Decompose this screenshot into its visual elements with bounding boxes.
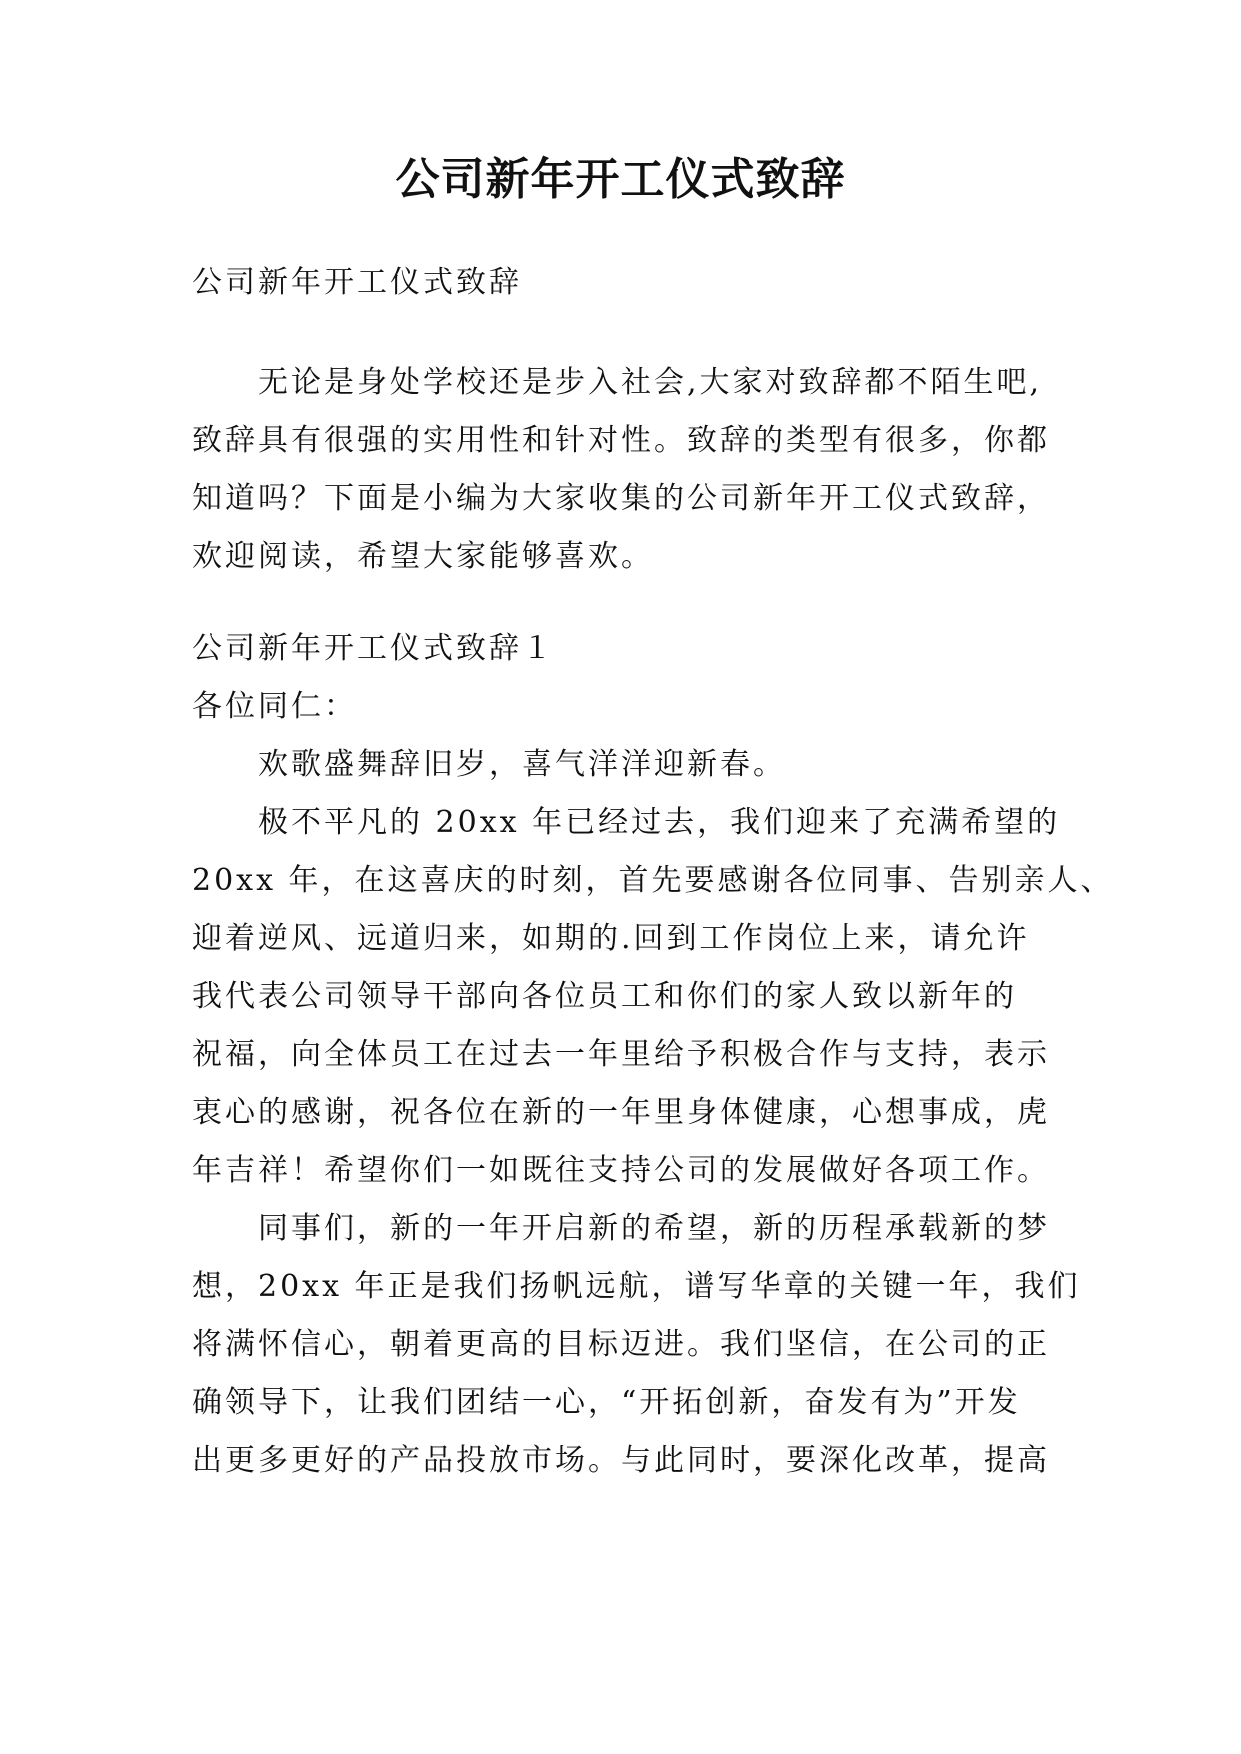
salutation: 各位同仁： — [192, 689, 357, 724]
paragraph-line: 知道吗？下面是小编为大家收集的公司新年开工仪式致辞， — [192, 481, 1050, 516]
paragraph-line: 欢歌盛舞辞旧岁，喜气洋洋迎新春。 — [258, 747, 786, 782]
paragraph-line: 极不平凡的 20xx 年已经过去，我们迎来了充满希望的 — [258, 805, 1061, 840]
paragraph-line: 致辞具有很强的实用性和针对性。致辞的类型有很多，你都 — [192, 423, 1050, 458]
paragraph-line: 祝福，向全体员工在过去一年里给予积极合作与支持，表示 — [192, 1037, 1050, 1072]
section-header-block — [192, 620, 1067, 736]
paragraph-3 — [192, 1200, 1081, 1490]
paragraph-line: 无论是身处学校还是步入社会,大家对致辞都不陌生吧, — [258, 365, 1043, 400]
subtitle-line: 公司新年开工仪式致辞 — [192, 265, 522, 300]
paragraph-line: 确领导下，让我们团结一心，“开拓创新，奋发有为”开发 — [192, 1385, 1021, 1420]
paragraph-line: 同事们，新的一年开启新的希望，新的历程承载新的梦 — [258, 1211, 1050, 1246]
paragraph-line: 将满怀信心，朝着更高的目标迈进。我们坚信，在公司的正 — [192, 1327, 1050, 1362]
paragraph-line: 出更多更好的产品投放市场。与此同时，要深化改革，提高 — [192, 1443, 1050, 1478]
paragraph-line: 我代表公司领导干部向各位员工和你们的家人致以新年的 — [192, 979, 1017, 1014]
paragraph-line: 迎着逆风、远道归来，如期的.回到工作岗位上来，请允许 — [192, 921, 1030, 956]
paragraph-line: 20xx 年，在这喜庆的时刻，首先要感谢各位同事、告别亲人、 — [192, 863, 1114, 898]
document-title: 公司新年开工仪式致辞 — [395, 154, 846, 205]
paragraph-line: 衷心的感谢，祝各位在新的一年里身体健康，心想事成，虎 — [192, 1095, 1050, 1130]
paragraph-1 — [192, 736, 1067, 794]
paragraph-line: 年吉祥！希望你们一如既往支持公司的发展做好各项工作。 — [192, 1153, 1050, 1188]
section-heading: 公司新年开工仪式致辞１ — [192, 631, 555, 666]
paragraph-line: 想，20xx 年正是我们扬帆远航，谱写华章的关键一年，我们 — [192, 1269, 1081, 1304]
paragraph-2 — [192, 794, 1114, 1200]
document-subtitle — [192, 254, 1067, 312]
paragraph-line: 欢迎阅读，希望大家能够喜欢。 — [192, 539, 654, 574]
intro-paragraph — [192, 354, 1067, 586]
